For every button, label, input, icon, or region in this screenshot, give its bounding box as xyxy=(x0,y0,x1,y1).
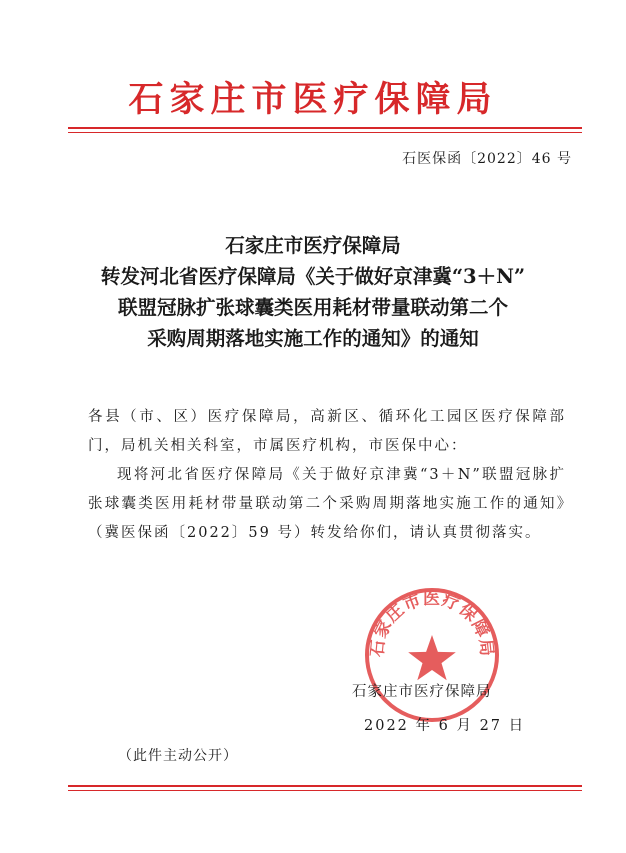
seal-text: 石家庄市医疗保障局 xyxy=(367,589,497,658)
agency-letterhead: 石家庄市医疗保障局 xyxy=(128,79,498,120)
letterhead-rule-thick xyxy=(68,127,582,129)
footer-rule-thin xyxy=(68,790,582,791)
addressee-paragraph: 各县（市、区）医疗保障局，高新区、循环化工园区医疗保障部门，局机关相关科室，市属医疗机构，市医保中心： xyxy=(88,409,566,454)
title-line-1: 石家庄市医疗保障局 xyxy=(225,234,401,257)
seal-star-icon xyxy=(408,635,456,680)
content-paragraph: 现将河北省医疗保障局《关于做好京津冀“3＋N”联盟冠脉扩张球囊类医用耗材带量联动第二个采购周期落地实施工作的通知》（冀医保函〔2022〕59 号）转发给你们，请认真贯彻落实。 xyxy=(88,467,566,541)
footer-rule-thick xyxy=(68,785,582,787)
disclosure-note: （此件主动公开） xyxy=(118,748,238,764)
document-body xyxy=(88,403,566,548)
title-line-4: 采购周期落地实施工作的通知》的通知 xyxy=(147,327,479,350)
signature-block xyxy=(350,675,530,743)
title-line-3: 联盟冠脉扩张球囊类医用耗材带量联动第二个 xyxy=(117,296,508,319)
svg-text:石家庄市医疗保障局 xyxy=(367,589,496,658)
title-line-2: 转发河北省医疗保障局《关于做好京津冀“3＋N” xyxy=(100,265,526,288)
document-number: 石医保函〔2022〕46 号 xyxy=(402,151,572,167)
signature-date: 2022 年 6 月 27 日 xyxy=(364,718,526,734)
signature-org: 石家庄市医疗保障局 xyxy=(352,684,492,700)
document-title xyxy=(40,230,586,354)
letterhead-rule-thin xyxy=(68,132,582,133)
